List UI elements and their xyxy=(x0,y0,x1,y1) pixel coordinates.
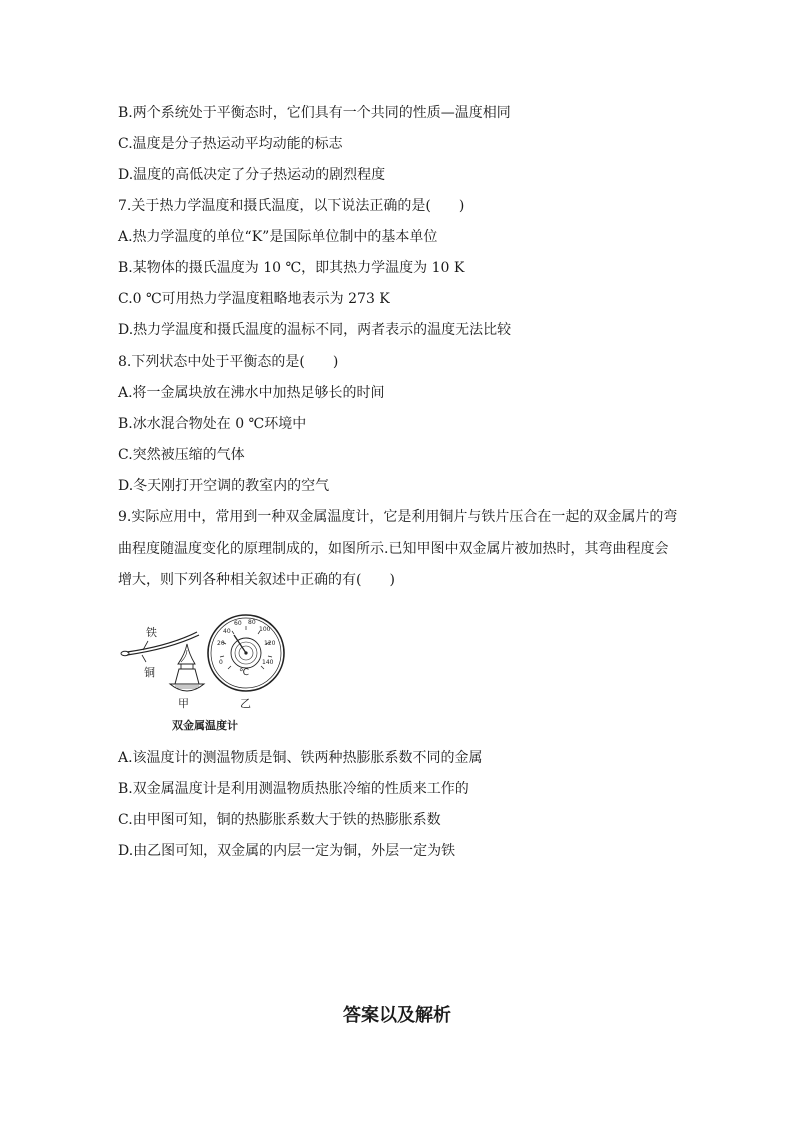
option-9c: C.由甲图可知，铜的热膨胀系数大于铁的热膨胀系数 xyxy=(118,812,441,828)
dial-tick-100: 100 xyxy=(259,626,271,633)
label-iron: 铁 xyxy=(146,626,157,639)
option-6c: C.温度是分子热运动平均动能的标志 xyxy=(118,136,343,152)
question-9-stem-line1: 9.实际应用中，常用到一种双金属温度计，它是利用铜片与铁片压合在一起的双金属片的弯 xyxy=(118,509,678,525)
option-9a: A.该温度计的测温物质是铜、铁两种热膨胀系数不同的金属 xyxy=(118,750,483,766)
label-jia: 甲 xyxy=(178,697,189,710)
option-7a: A.热力学温度的单位“K”是国际单位制中的基本单位 xyxy=(118,229,438,245)
dial-tick-40: 40 xyxy=(223,628,231,635)
option-9d: D.由乙图可知，双金属的内层一定为铜，外层一定为铁 xyxy=(118,843,456,859)
option-8a: A.将一金属块放在沸水中加热足够长的时间 xyxy=(118,385,385,401)
question-9-stem-line3: 增大，则下列各种相关叙述中正确的有( ) xyxy=(118,572,395,588)
option-8b: B.冰水混合物处在 0 ℃环境中 xyxy=(118,416,307,432)
label-unit: ℃ xyxy=(239,668,250,678)
answer-heading: 答案以及解析 xyxy=(343,1005,451,1026)
question-7-stem: 7.关于热力学温度和摄氏温度，以下说法正确的是( ) xyxy=(118,198,465,214)
option-7b: B.某物体的摄氏温度为 10 ℃，即其热力学温度为 10 K xyxy=(118,260,465,276)
option-7d: D.热力学温度和摄氏温度的温标不同，两者表示的温度无法比较 xyxy=(118,322,512,338)
dial-tick-80: 80 xyxy=(248,619,256,626)
label-copper: 铜 xyxy=(144,666,155,679)
option-8d: D.冬天刚打开空调的教室内的空气 xyxy=(118,478,330,494)
dial-tick-20: 20 xyxy=(217,640,225,647)
dial-tick-0: 0 xyxy=(219,659,223,666)
dial-tick-120: 120 xyxy=(264,640,276,647)
dial-tick-60: 60 xyxy=(234,620,242,627)
option-9b: B.双金属温度计是利用测温物质热胀冷缩的性质来工作的 xyxy=(118,781,469,797)
question-8-stem: 8.下列状态中处于平衡态的是( ) xyxy=(118,354,339,370)
label-yi: 乙 xyxy=(240,697,251,710)
option-8c: C.突然被压缩的气体 xyxy=(118,447,245,463)
dial-tick-140: 140 xyxy=(262,659,274,666)
option-7c: C.0 ℃可用热力学温度粗略地表示为 273 K xyxy=(118,291,390,307)
figure-caption: 双金属温度计 xyxy=(172,719,238,732)
option-6b: B.两个系统处于平衡态时，它们具有一个共同的性质—温度相同 xyxy=(118,105,511,121)
option-6d: D.温度的高低决定了分子热运动的剧烈程度 xyxy=(118,167,386,183)
question-9-stem-line2: 曲程度随温度变化的原理制成的，如图所示.已知甲图中双金属片被加热时，其弯曲程度会 xyxy=(118,541,669,557)
